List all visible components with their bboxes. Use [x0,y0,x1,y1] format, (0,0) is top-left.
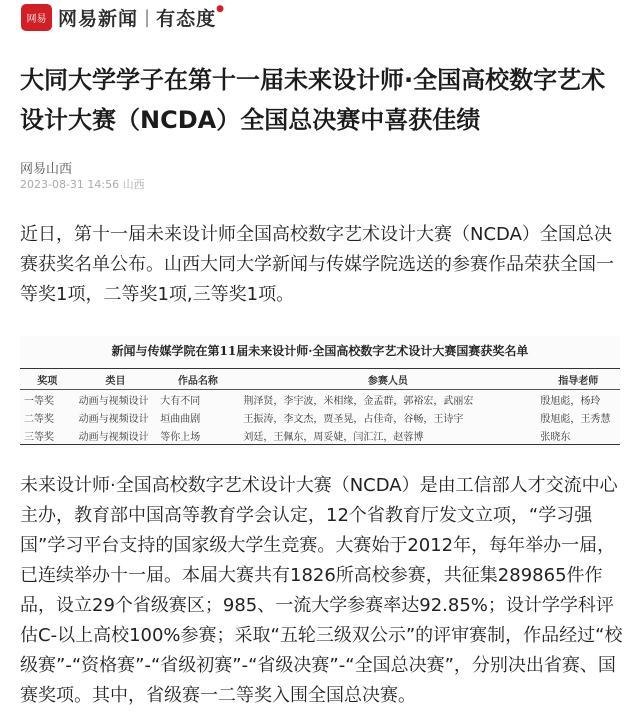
table-cell: 刘廷，王佩东，周妥婕，闫汇江，赵蓉博 [243,431,424,443]
table-cell: 殷旭彪，王秀慧 [540,413,611,425]
awards-table-title: 新闻与传媒学院在第11届未来设计师·全国高校数字艺术设计大赛国赛获奖名单 [111,344,529,358]
table-cell: 张晓东 [540,431,571,443]
article-source[interactable]: 网易山西 [20,162,73,177]
brand-name[interactable]: 网易新闻 [58,7,139,30]
table-cell: 殷旭彪，杨玲 [540,395,601,407]
brand-separator: | [144,6,151,28]
table-cell: 动画与视频设计 [78,395,149,407]
table-header-cell: 奖项 [20,369,75,390]
table-header-row [20,369,620,390]
slogan-text: 有态度 [156,7,217,30]
table-header-cell: 作品名称 [156,369,239,390]
table-row [20,426,620,445]
table-cell: 垣曲曲剧 [160,413,201,425]
table-cell: 三等奖 [24,431,54,443]
table-cell: 大有不同 [160,395,201,407]
table-header-cell: 指导老师 [536,369,620,390]
table-header-cell: 参赛人员 [239,369,536,390]
table-cell: 荆泽贤，李宇波，米相缘，金孟群，郭裕宏，武丽宏 [243,395,474,407]
site-header [0,0,640,34]
slogan-dot-icon: ● [216,3,225,14]
table-row [20,390,620,409]
netease-logo[interactable] [21,4,52,31]
table-cell: 王振涛，李文杰，贾圣晃，占佳奇，谷畅，王诗宇 [243,413,464,425]
table-header-cell: 类目 [75,369,157,390]
awards-table [20,368,620,445]
article-paragraph-1: 近日，第十一届未来设计师全国高校数字艺术设计大赛（NCDA）全国总决赛获奖名单公布。山西大同大学新闻与传媒学院选送的参赛作品荣获全国一等奖1项，二等奖1项,三等奖1项。 [20,224,614,305]
brand-slogan [156,4,225,31]
article-meta: 2023-08-31 14:56 山西 [20,178,145,191]
logo-text: 网易 [26,13,47,25]
table-cell: 一等奖 [24,395,54,407]
table-row [20,408,620,426]
table-cell: 二等奖 [24,413,54,425]
article-title: 大同大学学子在第十一届未来设计师·全国高校数字艺术设计大赛（NCDA）全国总决赛中喜获佳绩 [20,66,606,134]
table-cell: 动画与视频设计 [78,413,149,425]
awards-table-image [20,336,620,448]
table-cell: 等你上场 [160,431,201,443]
table-cell: 动画与视频设计 [78,431,149,443]
article-paragraph-2: 未来设计师·全国高校数字艺术设计大赛（NCDA）是由工信部人才交流中心主办，教育部中国高等教育学会认定，12个省教育厅发文立项，“学习强国”学习平台支持的国家级大学生竞赛。大赛始于2012年，每年举办一届，已连续举办十一届。本届大赛共有1826所高校参赛，共征集289865件作品，设立29个省级赛区；985、一流大学参赛率达92.85%；设计学学科评估C-以上高校100%参赛；采取“五轮三级双公示”的评审赛制，作品经过“校级赛”-“资格赛”-“省级初赛”-“省级决赛”-“全国总决赛”，分别决出省赛、国赛奖项。其中，省级赛一二等奖入围全国总决赛。 [20,475,623,706]
